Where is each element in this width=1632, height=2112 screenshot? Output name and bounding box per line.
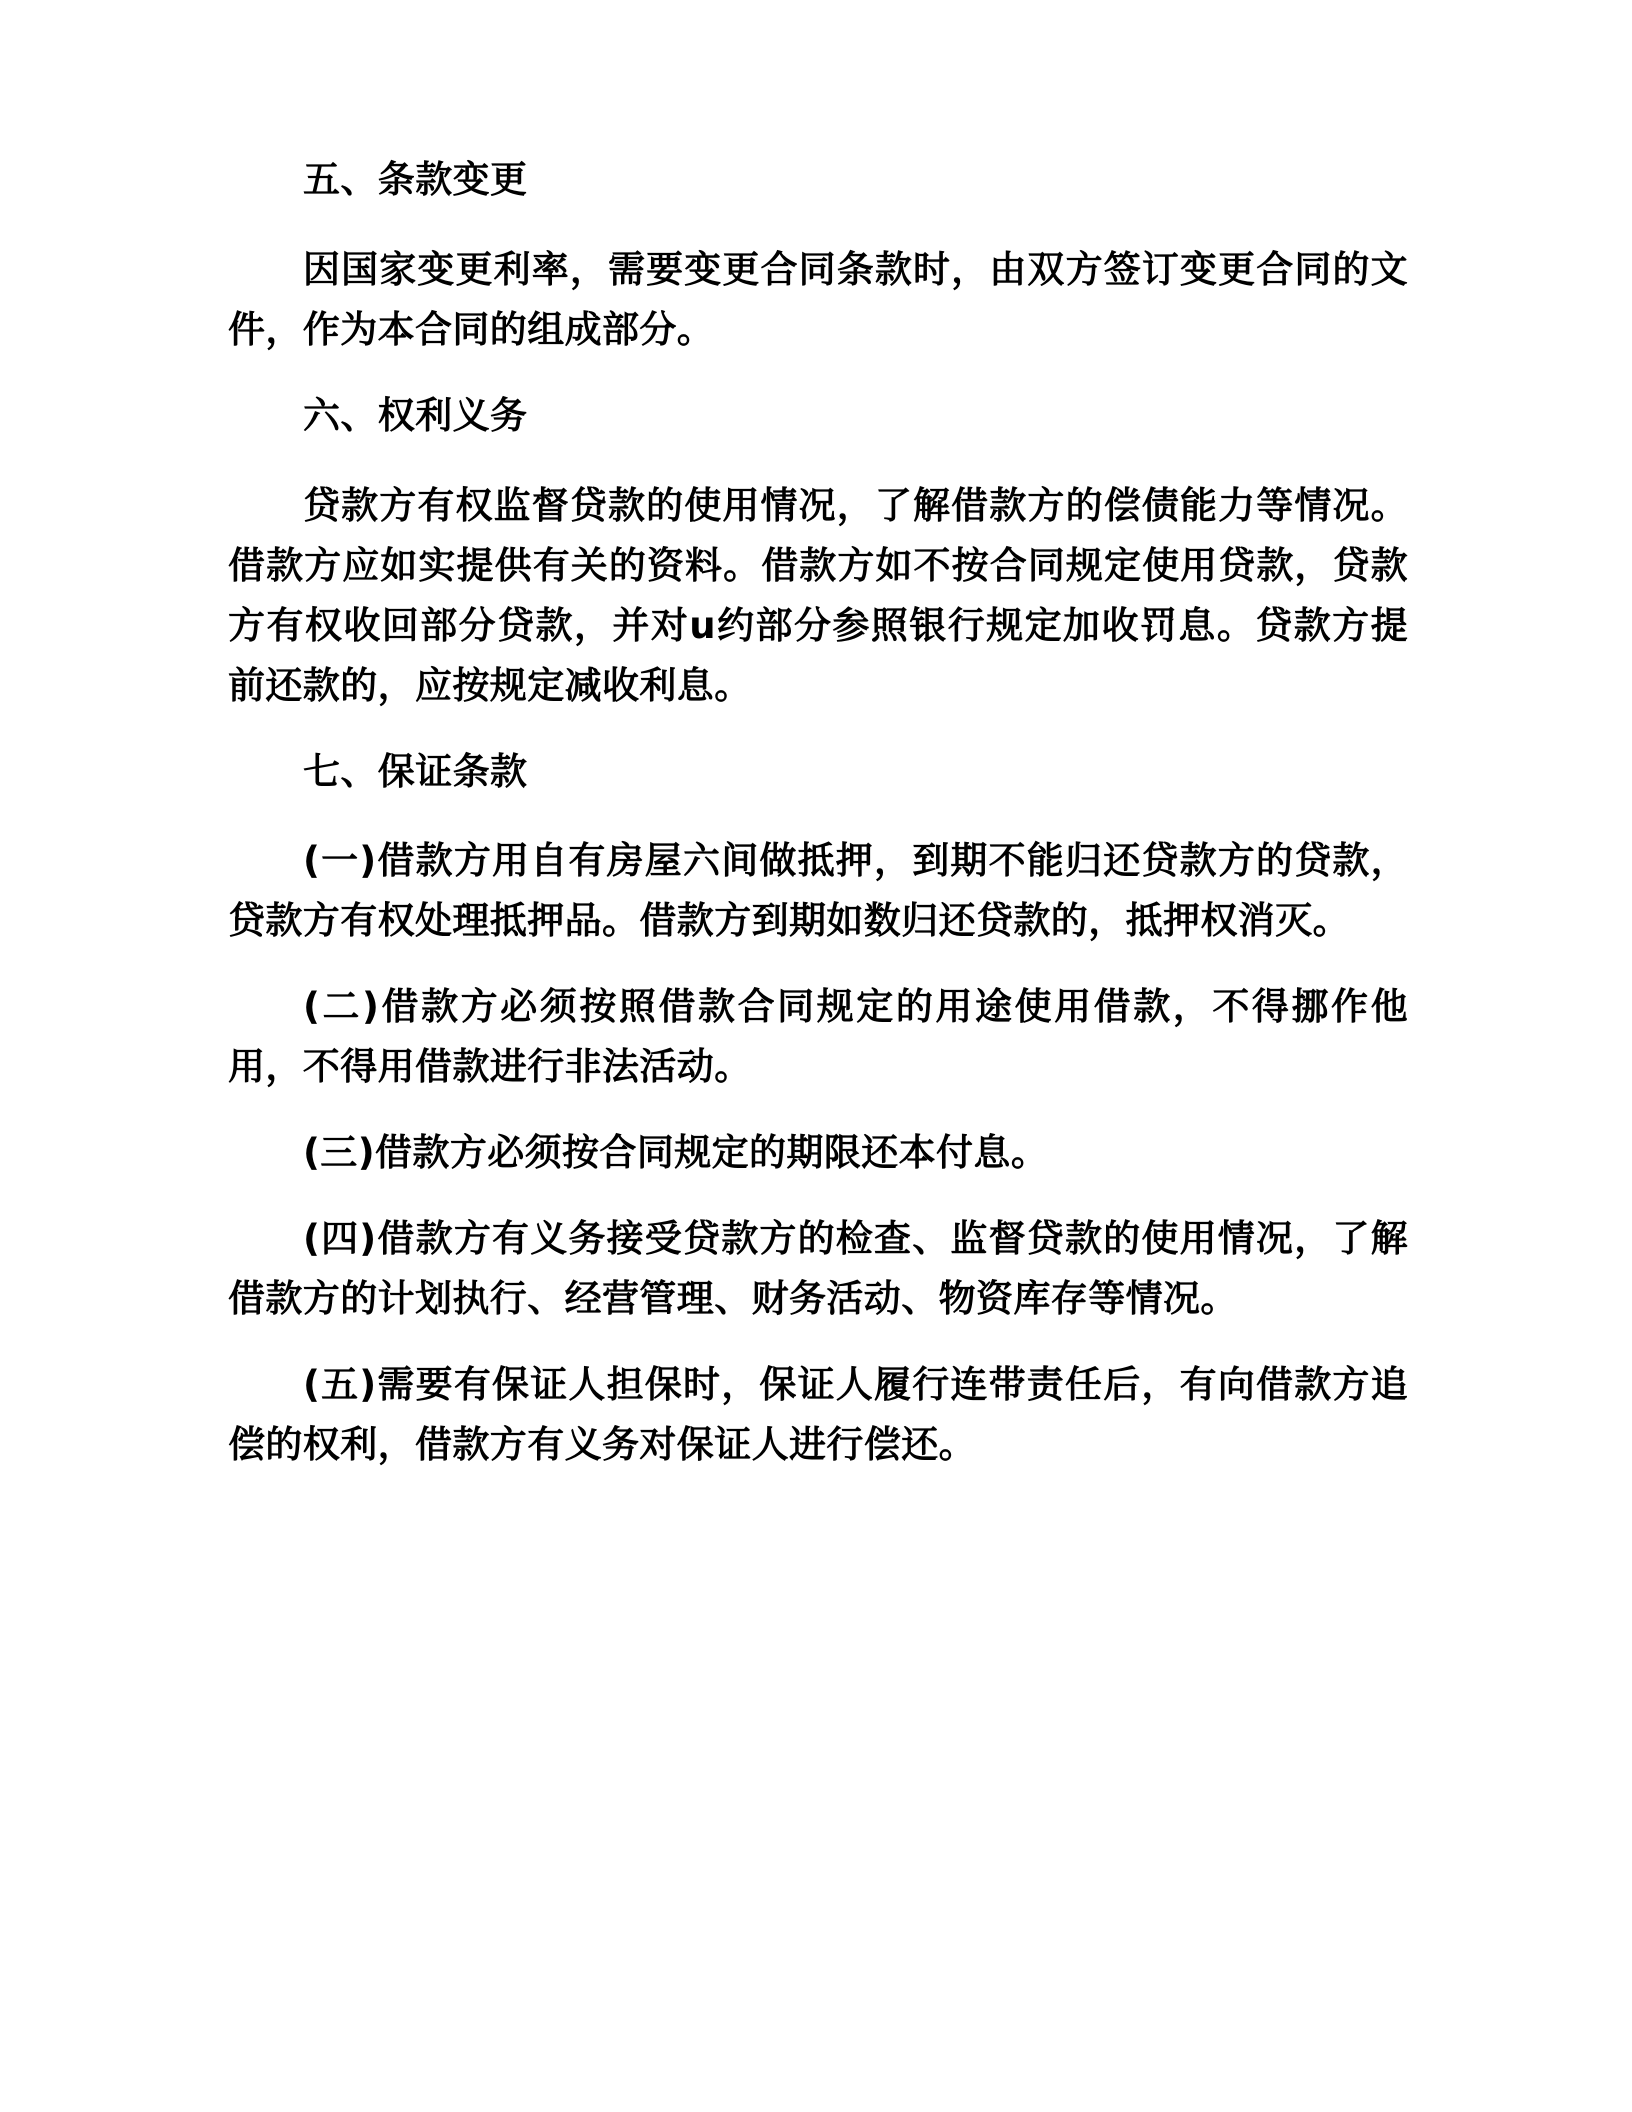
paragraph-term-change: 因国家变更利率，需要变更合同条款时，由双方签订变更合同的文件，作为本合同的组成部分。 — [228, 247, 1408, 351]
paragraph-guarantee-item-5: (五)需要有保证人担保时，保证人履行连带责任后，有向借款方追偿的权利，借款方有义务对保证人进行偿还。 — [228, 1363, 1408, 1466]
document-body — [228, 150, 1408, 1475]
paragraph-guarantee-item-4: (四)借款方有义务接受贷款方的检查、监督贷款的使用情况，了解借款方的计划执行、经营管理、财务活动、物资库存等情况。 — [228, 1217, 1408, 1321]
section-heading-six: 六、权利义务 — [303, 393, 528, 437]
section-heading-five: 五、条款变更 — [303, 158, 528, 201]
paragraph-guarantee-item-2: (二)借款方必须按照借款合同规定的用途使用借款，不得挪作他用，不得用借款进行非法活动。 — [228, 985, 1408, 1089]
paragraph-guarantee-item-3: (三)借款方必须按合同规定的期限还本付息。 — [303, 1131, 1049, 1175]
paragraph-guarantee-item-1: (一)借款方用自有房屋六间做抵押，到期不能归还贷款方的贷款，贷款方有权处理抵押品。借款方到期如数归还贷款的，抵押权消灭。 — [228, 839, 1408, 943]
paragraph-rights-obligations: 贷款方有权监督贷款的使用情况，了解借款方的偿债能力等情况。借款方应如实提供有关的资料。借款方如不按合同规定使用贷款，贷款方有权收回部分贷款，并对u约部分参照银行规定加收罚息。贷款方提前还款的，应按规定减收利息。 — [228, 483, 1408, 707]
section-heading-seven: 七、保证条款 — [303, 749, 528, 793]
